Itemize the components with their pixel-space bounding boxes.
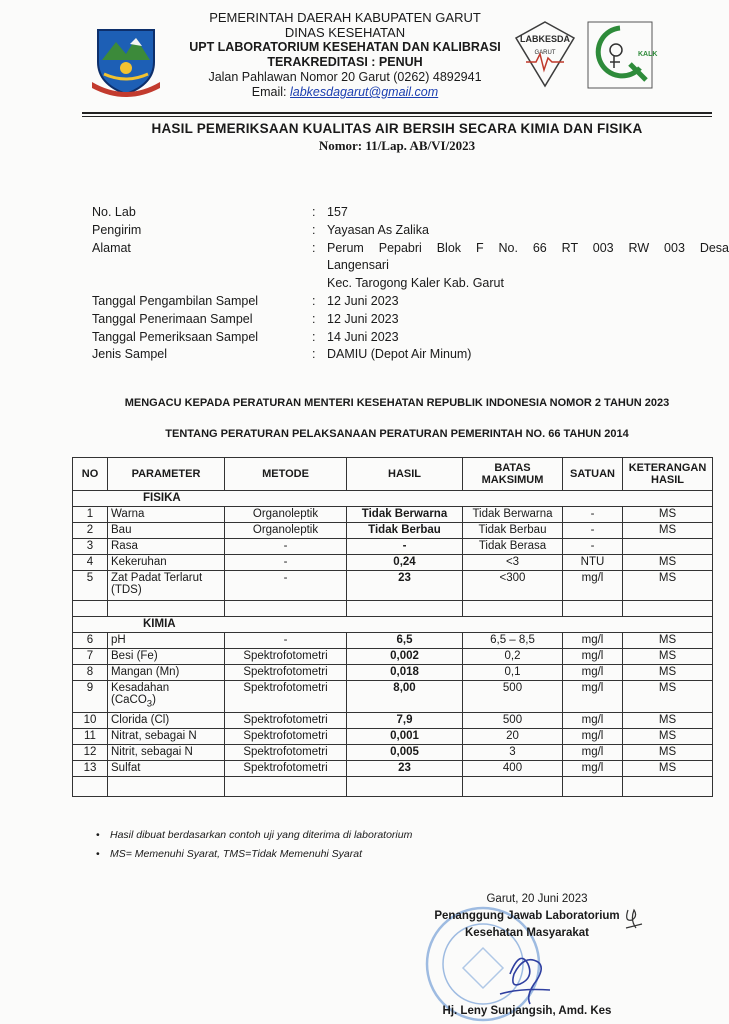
header-line3: UPT LABORATORIUM KESEHATAN DAN KALIBRASI xyxy=(189,40,501,54)
signatory-name: Hj. Leny Sunjangsih, Amd. Kes xyxy=(442,1005,612,1017)
paraf-mark xyxy=(622,906,646,932)
cell-batas: Tidak Berasa xyxy=(463,539,563,555)
cell-parameter: Mangan (Mn) xyxy=(108,665,225,681)
cell-metode: Spektrofotometri xyxy=(225,761,347,777)
cell-no: 3 xyxy=(73,539,108,555)
cell-parameter: Kesadahan (CaCO$_3$) xyxy=(108,681,225,713)
cell-no: 5 xyxy=(73,571,108,601)
document-title: HASIL PEMERIKSAAN KUALITAS AIR BERSIH SECARA KIMIA DAN FISIKA xyxy=(151,121,643,136)
cell-parameter: Kekeruhan xyxy=(108,555,225,571)
cell-hasil: 7,9 xyxy=(347,713,463,729)
note-item: • Hasil dibuat berdasarkan contoh uji yang diterima di laboratorium xyxy=(110,826,412,845)
cell-no: 4 xyxy=(73,555,108,571)
table-row xyxy=(73,745,713,761)
table-row xyxy=(73,633,713,649)
header-email-line: Email: labkesdagarut@gmail.com xyxy=(251,85,439,99)
garut-crest-logo xyxy=(90,26,162,98)
cell-batas: 0,1 xyxy=(463,665,563,681)
cell-hasil: 0,001 xyxy=(347,729,463,745)
cell-keterangan: MS xyxy=(623,555,713,571)
cell-parameter: Bau xyxy=(108,523,225,539)
cell-no: 13 xyxy=(73,761,108,777)
header-line1: PEMERINTAH DAERAH KABUPATEN GARUT xyxy=(209,10,481,25)
cell-keterangan: MS xyxy=(623,523,713,539)
table-row-blank xyxy=(73,777,713,797)
cell-parameter: Sulfat xyxy=(108,761,225,777)
cell-satuan: mg/l xyxy=(563,665,623,681)
cell-batas: 500 xyxy=(463,681,563,713)
cell-parameter: Besi (Fe) xyxy=(108,649,225,665)
col-no: NO xyxy=(73,458,108,491)
cell-keterangan: MS xyxy=(623,649,713,665)
table-row xyxy=(73,665,713,681)
signature-block xyxy=(412,893,642,1017)
col-metode: METODE xyxy=(225,458,347,491)
cell-satuan: NTU xyxy=(563,555,623,571)
handwritten-signature xyxy=(490,944,560,1012)
cell-hasil: 0,002 xyxy=(347,649,463,665)
table-row xyxy=(73,539,713,555)
cell-keterangan: MS xyxy=(623,729,713,745)
cell-keterangan: MS xyxy=(623,745,713,761)
cell-hasil: 6,5 xyxy=(347,633,463,649)
note-item: • MS= Memenuhi Syarat, TMS=Tidak Memenuhi Syarat xyxy=(110,845,412,864)
cell-metode: Spektrofotometri xyxy=(225,665,347,681)
section-fisika: FISIKA xyxy=(73,491,713,507)
cell-no: 6 xyxy=(73,633,108,649)
cell-batas: <3 xyxy=(463,555,563,571)
cell-keterangan: MS xyxy=(623,571,713,601)
cell-hasil: 8,00 xyxy=(347,681,463,713)
document-number: Nomor: 11/Lap. AB/VI/2023 xyxy=(318,138,476,153)
col-satuan: SATUAN xyxy=(563,458,623,491)
cell-satuan: mg/l xyxy=(563,745,623,761)
cell-parameter: Warna xyxy=(108,507,225,523)
cell-metode: Spektrofotometri xyxy=(225,713,347,729)
table-row xyxy=(73,713,713,729)
regulation-reference-2: TENTANG PERATURAN PELAKSANAAN PERATURAN PEMERINTAH NO. 66 TAHUN 2014 xyxy=(165,428,629,440)
cell-metode: Spektrofotometri xyxy=(225,729,347,745)
col-parameter: PARAMETER xyxy=(108,458,225,491)
cell-no: 7 xyxy=(73,649,108,665)
cell-no: 2 xyxy=(73,523,108,539)
table-row xyxy=(73,681,713,713)
cell-parameter: Nitrat, sebagai N xyxy=(108,729,225,745)
table-row xyxy=(73,571,713,601)
cell-keterangan: MS xyxy=(623,681,713,713)
signature-place-date: Garut, 20 Juni 2023 xyxy=(486,893,588,905)
table-row xyxy=(73,555,713,571)
cell-hasil: Tidak Berwarna xyxy=(347,507,463,523)
cell-satuan: mg/l xyxy=(563,729,623,745)
cell-keterangan xyxy=(623,539,713,555)
cell-satuan: - xyxy=(563,523,623,539)
header-rule-thick xyxy=(82,112,712,114)
kalibrasi-logo-text: KALK xyxy=(638,51,658,58)
cell-batas: 3 xyxy=(463,745,563,761)
cell-metode: - xyxy=(225,539,347,555)
cell-satuan: - xyxy=(563,539,623,555)
labkesda-logo xyxy=(512,18,578,90)
header-accreditation: TERAKREDITASI : PENUH xyxy=(267,55,423,69)
table-row xyxy=(73,729,713,745)
cell-no: 9 xyxy=(73,681,108,713)
cell-batas: 500 xyxy=(463,713,563,729)
cell-no: 10 xyxy=(73,713,108,729)
labkesda-logo-text: LABKESDA xyxy=(519,34,571,44)
cell-hasil: - xyxy=(347,539,463,555)
cell-keterangan: MS xyxy=(623,507,713,523)
header-address: Jalan Pahlawan Nomor 20 Garut (0262) 4892941 xyxy=(208,70,482,84)
cell-hasil: 0,018 xyxy=(347,665,463,681)
header-rule-thin xyxy=(82,116,712,117)
cell-parameter: Zat Padat Terlarut (TDS) xyxy=(108,571,225,601)
cell-hasil: 23 xyxy=(347,571,463,601)
cell-satuan: mg/l xyxy=(563,713,623,729)
cell-metode: - xyxy=(225,633,347,649)
results-table xyxy=(72,457,713,797)
table-header-row xyxy=(73,458,713,491)
cell-parameter: pH xyxy=(108,633,225,649)
cell-metode: Organoleptik xyxy=(225,523,347,539)
table-row xyxy=(73,649,713,665)
cell-no: 12 xyxy=(73,745,108,761)
table-row xyxy=(73,761,713,777)
cell-parameter: Clorida (Cl) xyxy=(108,713,225,729)
cell-satuan: mg/l xyxy=(563,681,623,713)
cell-batas: <300 xyxy=(463,571,563,601)
section-kimia: KIMIA xyxy=(73,617,713,633)
cell-satuan: - xyxy=(563,507,623,523)
cell-metode: - xyxy=(225,571,347,601)
kalibrasi-logo xyxy=(586,20,658,90)
cell-satuan: mg/l xyxy=(563,633,623,649)
col-keterangan: KETERANGAN HASIL xyxy=(623,458,713,491)
cell-hasil: 0,24 xyxy=(347,555,463,571)
cell-no: 8 xyxy=(73,665,108,681)
cell-batas: Tidak Berwarna xyxy=(463,507,563,523)
cell-metode: Spektrofotometri xyxy=(225,649,347,665)
col-batas: BATAS MAKSIMUM xyxy=(463,458,563,491)
cell-batas: Tidak Berbau xyxy=(463,523,563,539)
cell-batas: 400 xyxy=(463,761,563,777)
cell-no: 1 xyxy=(73,507,108,523)
table-row-blank xyxy=(73,601,713,617)
cell-metode: - xyxy=(225,555,347,571)
cell-batas: 0,2 xyxy=(463,649,563,665)
cell-metode: Spektrofotometri xyxy=(225,745,347,761)
cell-parameter: Nitrit, sebagai N xyxy=(108,745,225,761)
letterhead xyxy=(160,10,530,100)
email-link[interactable]: labkesdagarut@gmail.com xyxy=(290,85,439,99)
cell-satuan: mg/l xyxy=(563,761,623,777)
cell-metode: Spektrofotometri xyxy=(225,681,347,713)
cell-keterangan: MS xyxy=(623,713,713,729)
cell-no: 11 xyxy=(73,729,108,745)
cell-hasil: 0,005 xyxy=(347,745,463,761)
cell-keterangan: MS xyxy=(623,665,713,681)
regulation-reference: MENGACU KEPADA PERATURAN MENTERI KESEHATAN REPUBLIK INDONESIA NOMOR 2 TAHUN 2023 xyxy=(124,397,670,409)
cell-keterangan: MS xyxy=(623,633,713,649)
signature-position: Penanggung Jawab Laboratorium Kesehatan Masyarakat xyxy=(434,910,620,939)
cell-batas: 20 xyxy=(463,729,563,745)
cell-hasil: Tidak Berbau xyxy=(347,523,463,539)
table-row xyxy=(73,523,713,539)
cell-hasil: 23 xyxy=(347,761,463,777)
notes xyxy=(110,826,412,864)
cell-keterangan: MS xyxy=(623,761,713,777)
cell-batas: 6,5 – 8,5 xyxy=(463,633,563,649)
table-row xyxy=(73,507,713,523)
header-line2: DINAS KESEHATAN xyxy=(284,25,406,40)
cell-satuan: mg/l xyxy=(563,571,623,601)
col-hasil: HASIL xyxy=(347,458,463,491)
cell-metode: Organoleptik xyxy=(225,507,347,523)
labkesda-logo-subtext: GARUT xyxy=(534,50,556,56)
cell-satuan: mg/l xyxy=(563,649,623,665)
cell-parameter: Rasa xyxy=(108,539,225,555)
